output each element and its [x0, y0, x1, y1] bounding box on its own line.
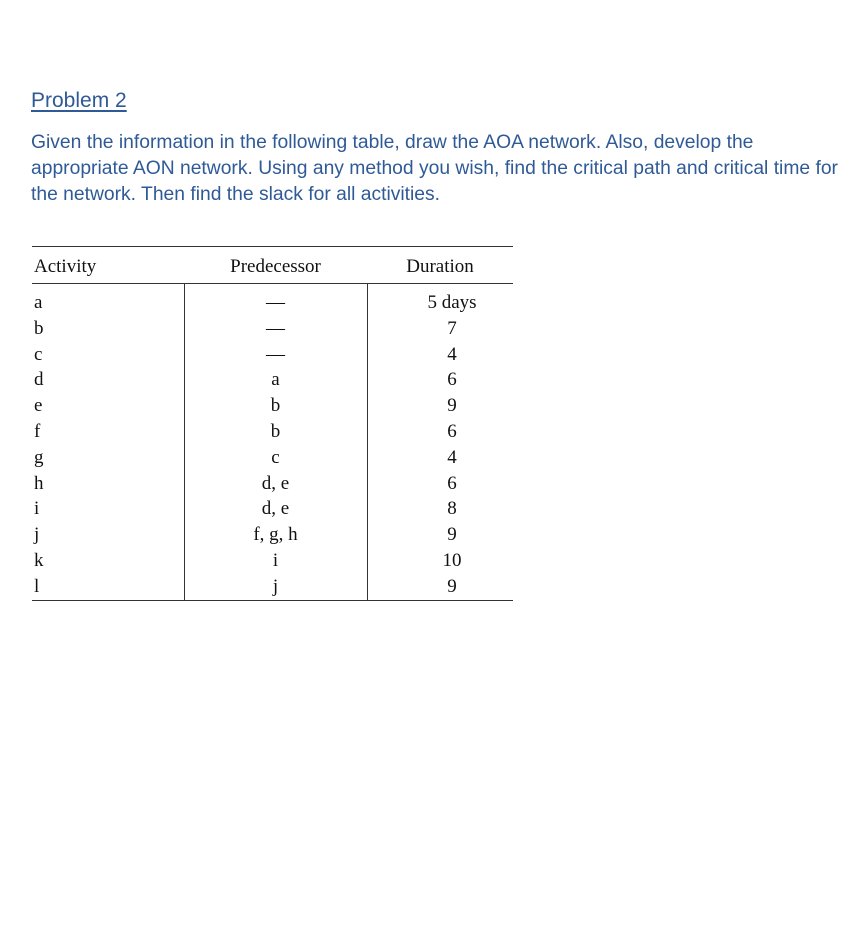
activity-cell: a: [34, 292, 43, 313]
predecessor-cell: —: [266, 317, 285, 339]
duration-cell: 9: [447, 395, 457, 417]
duration-cell: 4: [447, 343, 457, 365]
duration-cell: 6: [447, 472, 457, 494]
activity-cell: d: [34, 369, 44, 391]
table-bottom-rule: [32, 600, 513, 601]
duration-cell: 8: [447, 498, 457, 520]
header-predecessor: Predecessor: [230, 256, 321, 277]
predecessor-cell: j: [272, 575, 279, 597]
header-activity: Activity: [34, 256, 97, 277]
predecessor-cell: f, g, h: [253, 524, 298, 546]
header-duration: Duration: [406, 256, 474, 277]
problem-text: Given the information in the following table, draw the AOA network. Also, develop the appropriate AON network. Using any method you wish, find the critical path and critical time for the network. Then find the slack for all activities.: [31, 132, 838, 205]
duration-cell: 6: [447, 420, 457, 442]
predecessor-column: [184, 290, 367, 600]
activity-column: [34, 290, 174, 600]
predecessor-cell: b: [270, 420, 281, 442]
predecessor-cell: a: [271, 369, 280, 391]
predecessor-cell: —: [266, 292, 285, 313]
activity-cell: l: [34, 575, 40, 597]
activity-cell: b: [34, 317, 44, 339]
duration-cell: 7: [447, 317, 457, 339]
duration-cell: 9: [447, 524, 457, 546]
predecessor-cell: —: [266, 343, 285, 365]
activity-cell: i: [34, 498, 40, 520]
predecessor-cell: d, e: [261, 498, 290, 520]
duration-cell: 10: [442, 549, 462, 571]
duration-cell: 5 days: [427, 292, 477, 313]
activity-table: [32, 246, 513, 601]
duration-cell: 9: [447, 575, 457, 597]
activity-cell: c: [34, 343, 43, 365]
duration-column: [367, 290, 537, 600]
predecessor-cell: d, e: [261, 472, 290, 494]
activity-cell: e: [34, 395, 43, 417]
predecessor-cell: b: [270, 395, 281, 417]
table-top-rule: [32, 246, 513, 247]
duration-cell: 6: [447, 369, 457, 391]
problem-title: Problem 2: [31, 89, 127, 112]
activity-cell: k: [34, 549, 44, 571]
table-header-rule: [32, 283, 513, 284]
activity-cell: f: [34, 420, 41, 442]
activity-cell: h: [34, 472, 44, 494]
activity-cell: j: [34, 524, 40, 546]
duration-cell: 4: [447, 446, 457, 468]
predecessor-cell: c: [271, 446, 280, 468]
activity-cell: g: [34, 446, 44, 468]
predecessor-cell: i: [272, 549, 279, 571]
